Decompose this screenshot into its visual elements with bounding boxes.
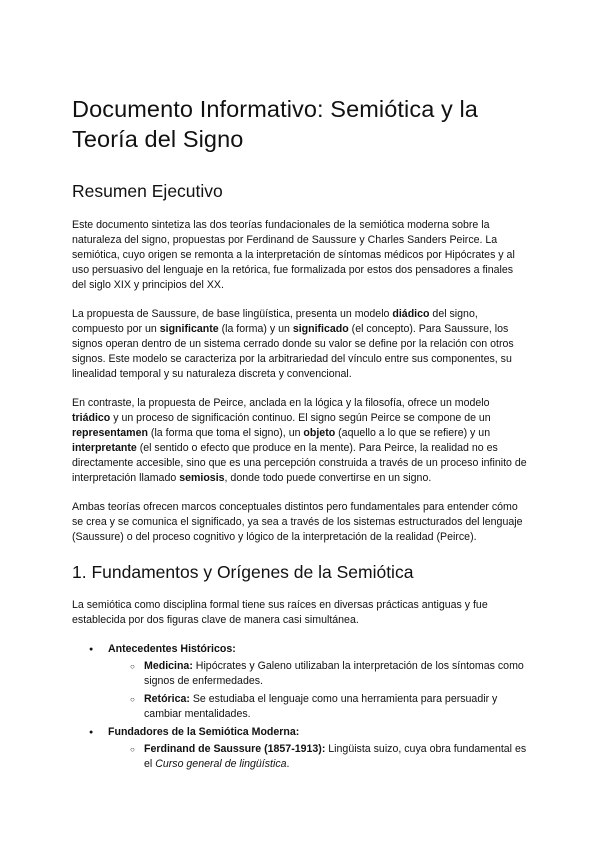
list-item-label: Antecedentes Históricos: (108, 643, 236, 655)
bold-term-significado: significado (292, 323, 349, 335)
sub-item-label: Medicina: (144, 660, 193, 672)
sub-item-saussure (108, 742, 528, 772)
summary-paragraph-4: Ambas teorías ofrecen marcos conceptuales distintos pero fundamentales para entender cómo se crea y se comunica el significado, ya sea a través de los sistemas estructurados del lenguaje (Saussure) o del proceso cognitivo y lógico de la interpretación de la realidad (Peirce). (72, 501, 523, 543)
text-run: y un proceso de significación continuo. El signo según Peirce se compone de un (110, 412, 491, 424)
list-item-antecedentes (72, 642, 528, 722)
list-item-fundadores (72, 725, 528, 772)
sub-item-text: . (286, 758, 290, 770)
summary-paragraph-1: Este documento sintetiza las dos teorías fundacionales de la semiótica moderna sobre la naturaleza del signo, propuestas por Ferdinand de Saussure y Charles Sanders Peirce. La semiótica, cuyo origen se remonta a la interpretación de síntomas médicos por Hipócrates y al uso persuasivo del lenguaje en la retórica, fue formalizada por estos dos pensadores a finales del siglo XIX y principios del XX. (72, 219, 515, 291)
summary-paragraph-3 (72, 396, 528, 486)
bold-term-diadico: diádico (392, 308, 430, 320)
sub-item-medicina (108, 659, 528, 689)
bold-term-objeto: objeto (303, 427, 336, 439)
sub-item-text: Se estudiaba el lenguaje como una herramienta para persuadir y cambiar mentalidades. (144, 693, 498, 720)
sub-item-label: Retórica: (144, 693, 190, 705)
sub-item-text: Hipócrates y Galeno utilizaban la interpretación de los síntomas como signos de enfermedades. (144, 660, 524, 687)
text-run: (el concepto). Para Saussure, los signos operan dentro de un sistema cerrado donde su valor se define por la relación con otros signos. Este modelo se caracteriza por la arbitrariedad del vínculo entre sus componentes, su linealidad temporal y su naturaleza discreta y convencional. (72, 323, 514, 380)
text-run: (el sentido o efecto que produce en la mente). Para Peirce, la realidad no es directamente accesible, sino que es una percepción construida a través de un proceso infinito de interpretación llamado (72, 442, 527, 484)
summary-heading: Resumen Ejecutivo (72, 181, 223, 201)
sub-item-text: Lingüista suizo, cuya obra fundamental es el (144, 743, 527, 770)
bold-term-semiosis: semiosis (179, 472, 225, 484)
summary-paragraph-2 (72, 307, 528, 382)
text-run: , donde todo puede convertirse en un signo. (224, 472, 432, 484)
sub-list (108, 742, 528, 772)
document-page (72, 94, 528, 775)
text-run: (la forma que toma el signo), un (147, 427, 304, 439)
sub-item-retorica (108, 692, 528, 722)
text-run: La propuesta de Saussure, de base lingüística, presenta un modelo (72, 308, 393, 320)
section-1-heading: 1. Fundamentos y Orígenes de la Semiótica (72, 562, 414, 582)
bold-term-significante: significante (159, 323, 219, 335)
list-item-label: Fundadores de la Semiótica Moderna: (108, 726, 300, 738)
text-run: (aquello a lo que se refiere) y un (335, 427, 491, 439)
work-title: Curso general de lingüística (155, 758, 287, 770)
section-1-intro: La semiótica como disciplina formal tiene sus raíces en diversas prácticas antiguas y fue establecida por dos figuras clave de manera casi simultánea. (72, 599, 488, 626)
bold-term-representamen: representamen (72, 427, 148, 439)
text-run: En contraste, la propuesta de Peirce, anclada en la lógica y la filosofía, ofrece un modelo (72, 397, 490, 409)
text-run: (la forma) y un (218, 323, 293, 335)
bold-term-interpretante: interpretante (72, 442, 137, 454)
text-run: del signo, compuesto por un (72, 308, 478, 335)
sub-item-label: Ferdinand de Saussure (1857-1913): (144, 743, 326, 755)
sub-list (108, 659, 528, 722)
section-1-list (72, 642, 528, 772)
bold-term-triadico: triádico (72, 412, 111, 424)
document-title: Documento Informativo: Semiótica y la Teoría del Signo (72, 96, 478, 152)
